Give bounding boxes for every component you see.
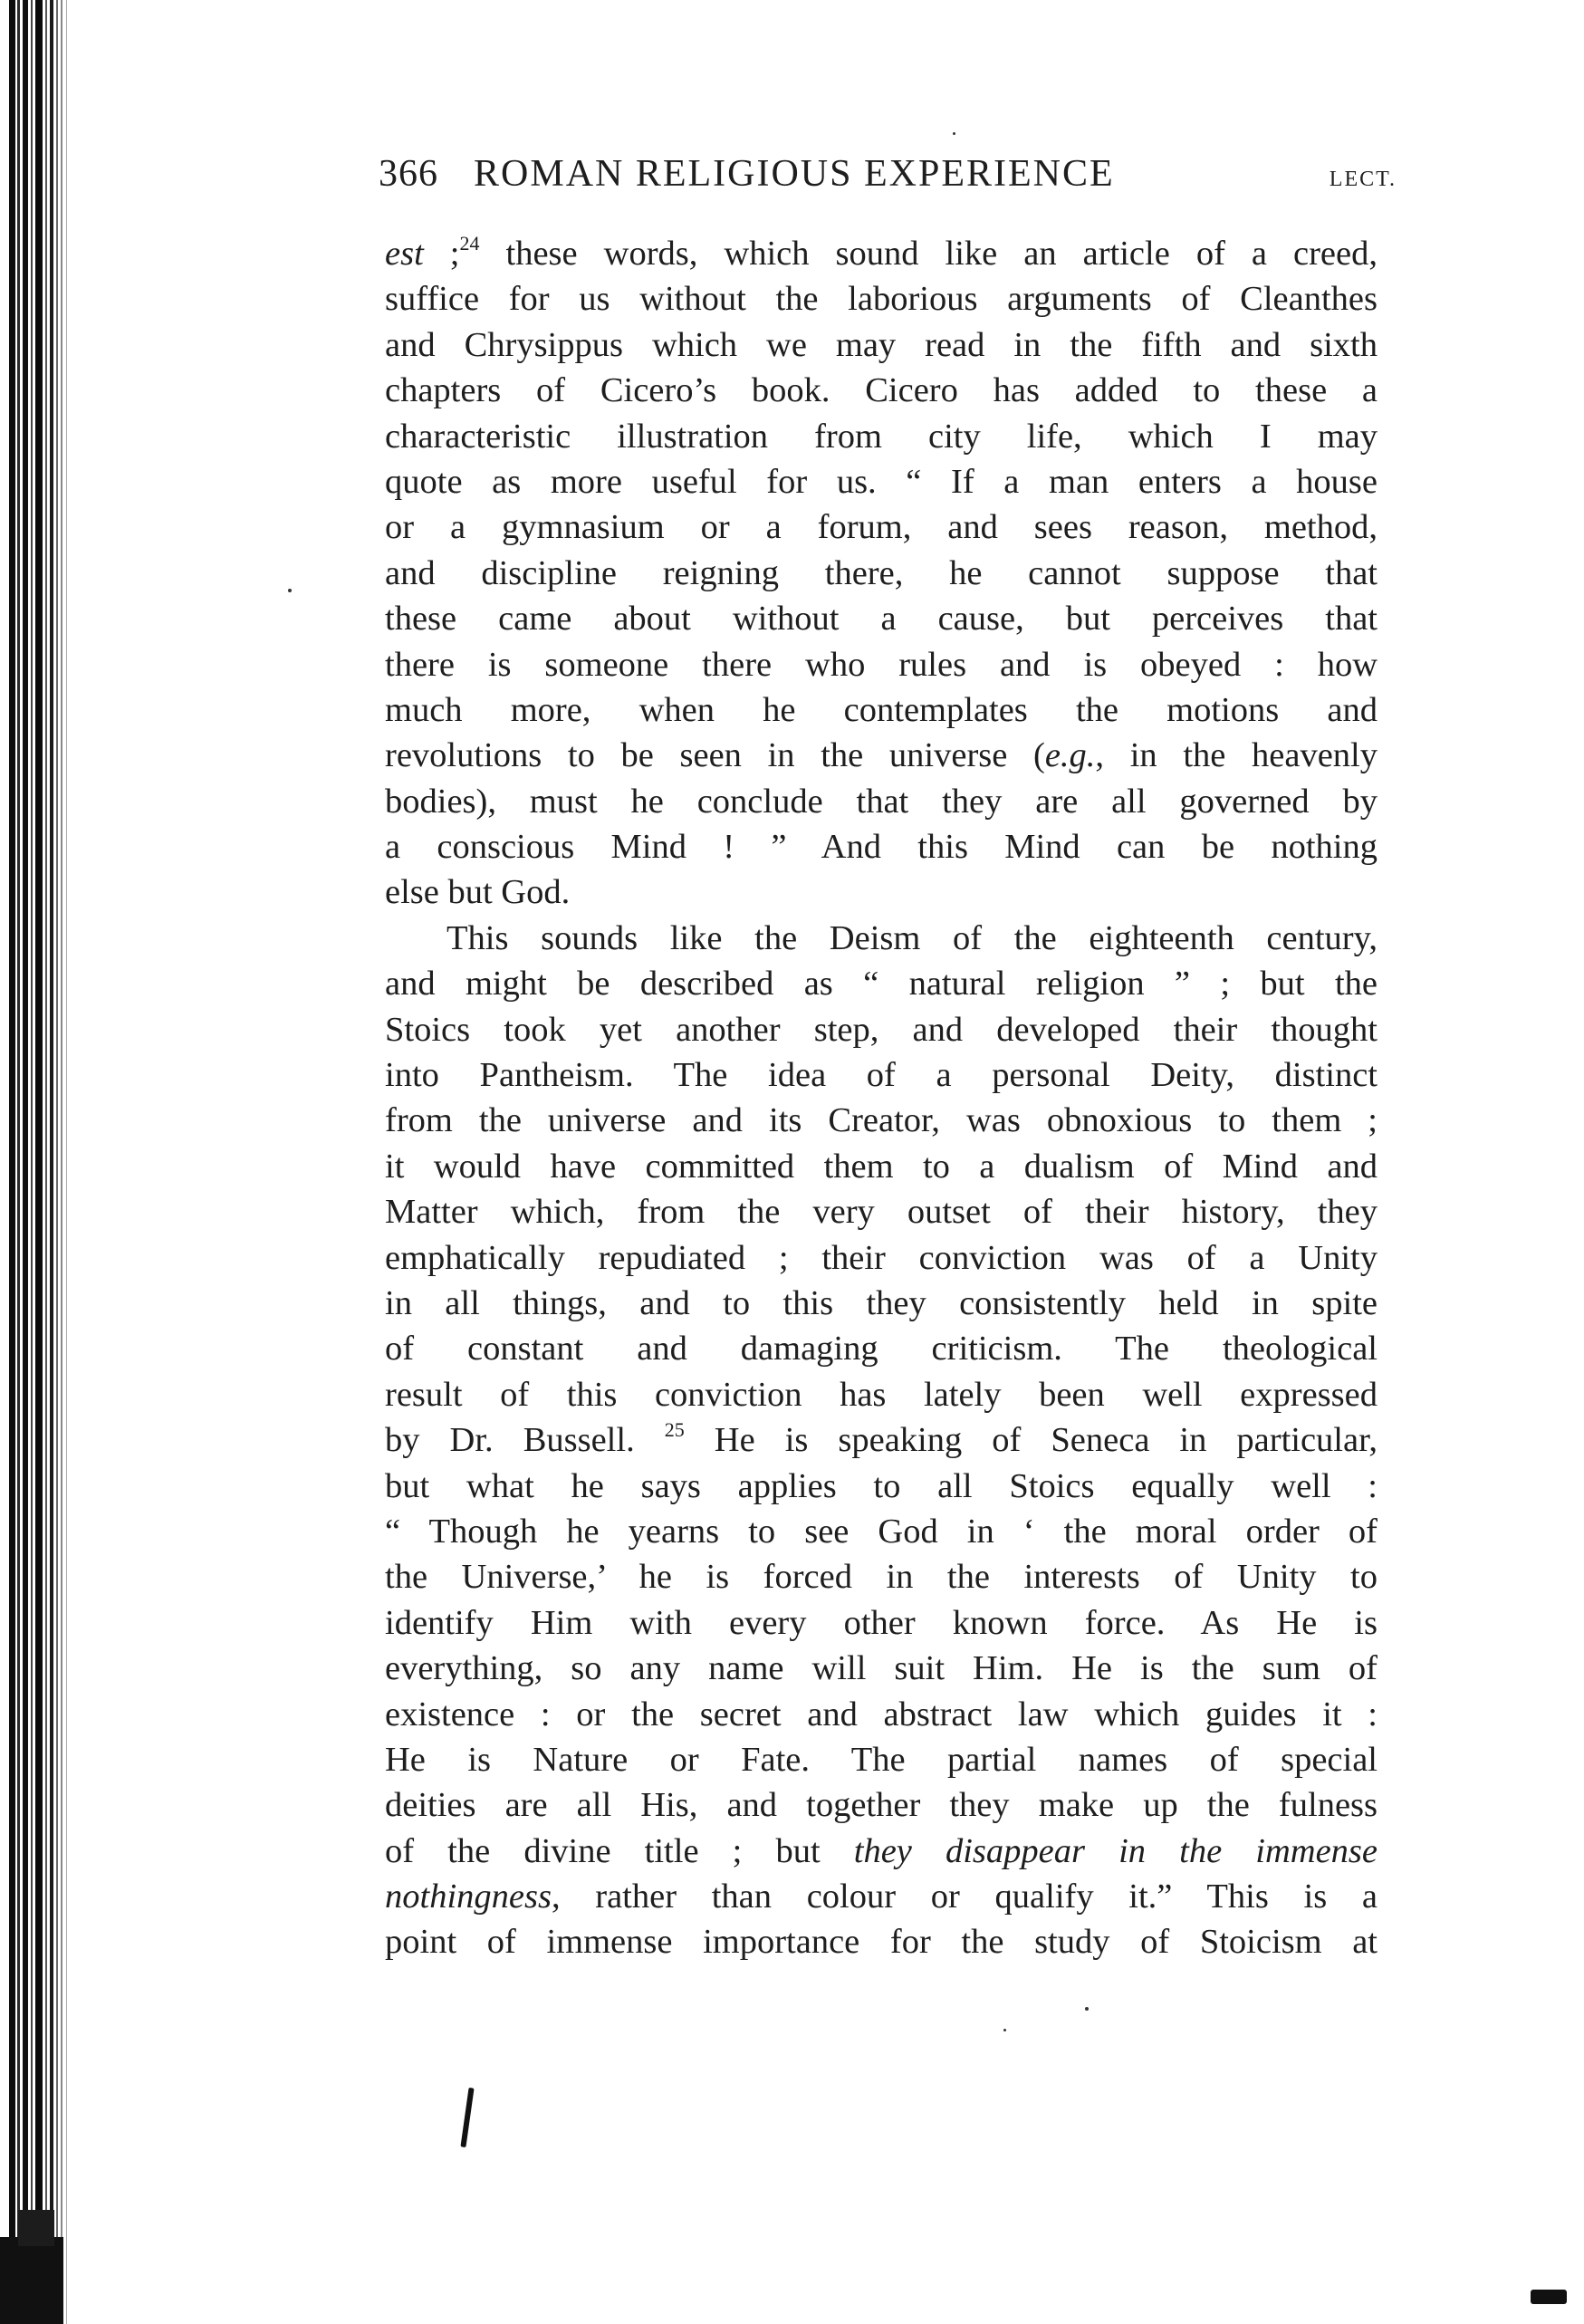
- text-segment: ;: [423, 235, 460, 273]
- speck: [1003, 2029, 1006, 2031]
- text-line: the Universe,’ he is forced in the interests of Unity to: [385, 1558, 1378, 1597]
- text-line: quote as more useful for us. “ If a man enters a house: [385, 462, 1378, 501]
- text-segment: revolutions to be seen in the universe (: [385, 736, 1045, 775]
- page-number: 366: [379, 153, 438, 195]
- footnote-ref: 24: [459, 232, 480, 255]
- speck: [953, 132, 955, 135]
- text-line: existence : or the secret and abstract law which guides it :: [385, 1695, 1378, 1733]
- text-line: [385, 733, 1378, 778]
- book-binding-edge: [0, 0, 91, 2324]
- text-line: and discipline reigning there, he cannot suppose that: [385, 553, 1378, 592]
- paragraph-2: [385, 916, 1378, 1965]
- text-line: He is Nature or Fate. The partial names of special: [385, 1740, 1378, 1779]
- text-line: a conscious Mind ! ” And this Mind can be nothing: [385, 828, 1378, 867]
- italic-text: nothingness: [385, 1877, 552, 1916]
- italic-text: est: [385, 235, 424, 273]
- text-line: identify Him with every other known force. As He is: [385, 1603, 1378, 1642]
- text-line: else but God.: [385, 873, 571, 912]
- running-header: [379, 152, 1397, 206]
- text-line: Matter which, from the very outset of their history, they: [385, 1193, 1378, 1232]
- text-line: and Chrysippus which we may read in the fifth and sixth: [385, 325, 1378, 364]
- body-text: [385, 231, 1378, 1965]
- text-line: everything, so any name will suit Him. He is the sum of: [385, 1649, 1378, 1688]
- text-line: much more, when he contemplates the motions and: [385, 690, 1378, 729]
- text-line: emphatically repudiated ; their conviction was of a Unity: [385, 1238, 1378, 1277]
- text-line: of constant and damaging criticism. The theological: [385, 1330, 1378, 1368]
- section-mark: LECT.: [1329, 168, 1397, 191]
- text-line: in all things, and to this they consistently held in spite: [385, 1283, 1378, 1322]
- text-segment: by Dr. Bussell.: [385, 1421, 665, 1460]
- text-line: from the universe and its Creator, was obnoxious to them ;: [385, 1101, 1378, 1140]
- text-line: [385, 1829, 1378, 1874]
- text-line: [385, 1874, 1378, 1919]
- text-line: it would have committed them to a dualism of Mind and: [385, 1147, 1378, 1186]
- text-line: but what he says applies to all Stoics equally well :: [385, 1466, 1378, 1505]
- text-line: deities are all His, and together they make up the fulness: [385, 1786, 1378, 1825]
- italic-text: they disappear in the immense: [853, 1831, 1378, 1870]
- text-line: “ Though he yearns to see God in ‘ the moral order of: [385, 1512, 1378, 1551]
- text-line: [385, 1417, 1378, 1463]
- binding-shadow-graphic: [0, 0, 91, 2324]
- text-segment: of the divine title ; but: [385, 1831, 854, 1870]
- text-line: and might be described as “ natural religion ” ; but the: [385, 965, 1378, 1004]
- text-line: point of immense importance for the study of Stoicism at: [385, 1923, 1378, 1962]
- text-segment: , rather than colour or qualify it.” This is a: [551, 1877, 1378, 1916]
- speck: [288, 589, 292, 592]
- footnote-ref: 25: [664, 1418, 685, 1442]
- text-line: chapters of Cicero’s book. Cicero has added to these a: [385, 371, 1378, 410]
- text-line: This sounds like the Deism of the eighteenth century,: [446, 918, 1378, 957]
- text-line: Stoics took yet another step, and developed their thought: [385, 1010, 1378, 1049]
- paragraph-1: [385, 231, 1378, 916]
- text-line: [385, 231, 1378, 276]
- text-line: there is someone there who rules and is obeyed : how: [385, 645, 1378, 684]
- corner-smudge: [1531, 2290, 1567, 2304]
- text-line: result of this conviction has lately been well expressed: [385, 1375, 1378, 1414]
- text-line: into Pantheism. The idea of a personal Deity, distinct: [385, 1056, 1378, 1095]
- text-segment: He is speaking of Seneca in particular,: [684, 1421, 1378, 1460]
- text-segment: , in the heavenly: [1095, 736, 1378, 775]
- text-segment: these words, which sound like an article of a creed,: [479, 235, 1378, 273]
- text-line: these came about without a cause, but perceives that: [385, 600, 1378, 639]
- text-line: characteristic illustration from city life, which I may: [385, 417, 1378, 456]
- speck: [1085, 2007, 1089, 2011]
- stray-pen-mark: [460, 2088, 474, 2147]
- text-line: bodies), must he conclude that they are all governed by: [385, 782, 1378, 821]
- italic-text: e.g.: [1044, 736, 1096, 775]
- running-title: ROMAN RELIGIOUS EXPERIENCE: [474, 153, 1115, 195]
- text-line: or a gymnasium or a forum, and sees reason, method,: [385, 508, 1378, 547]
- text-line: suffice for us without the laborious arguments of Cleanthes: [385, 280, 1378, 319]
